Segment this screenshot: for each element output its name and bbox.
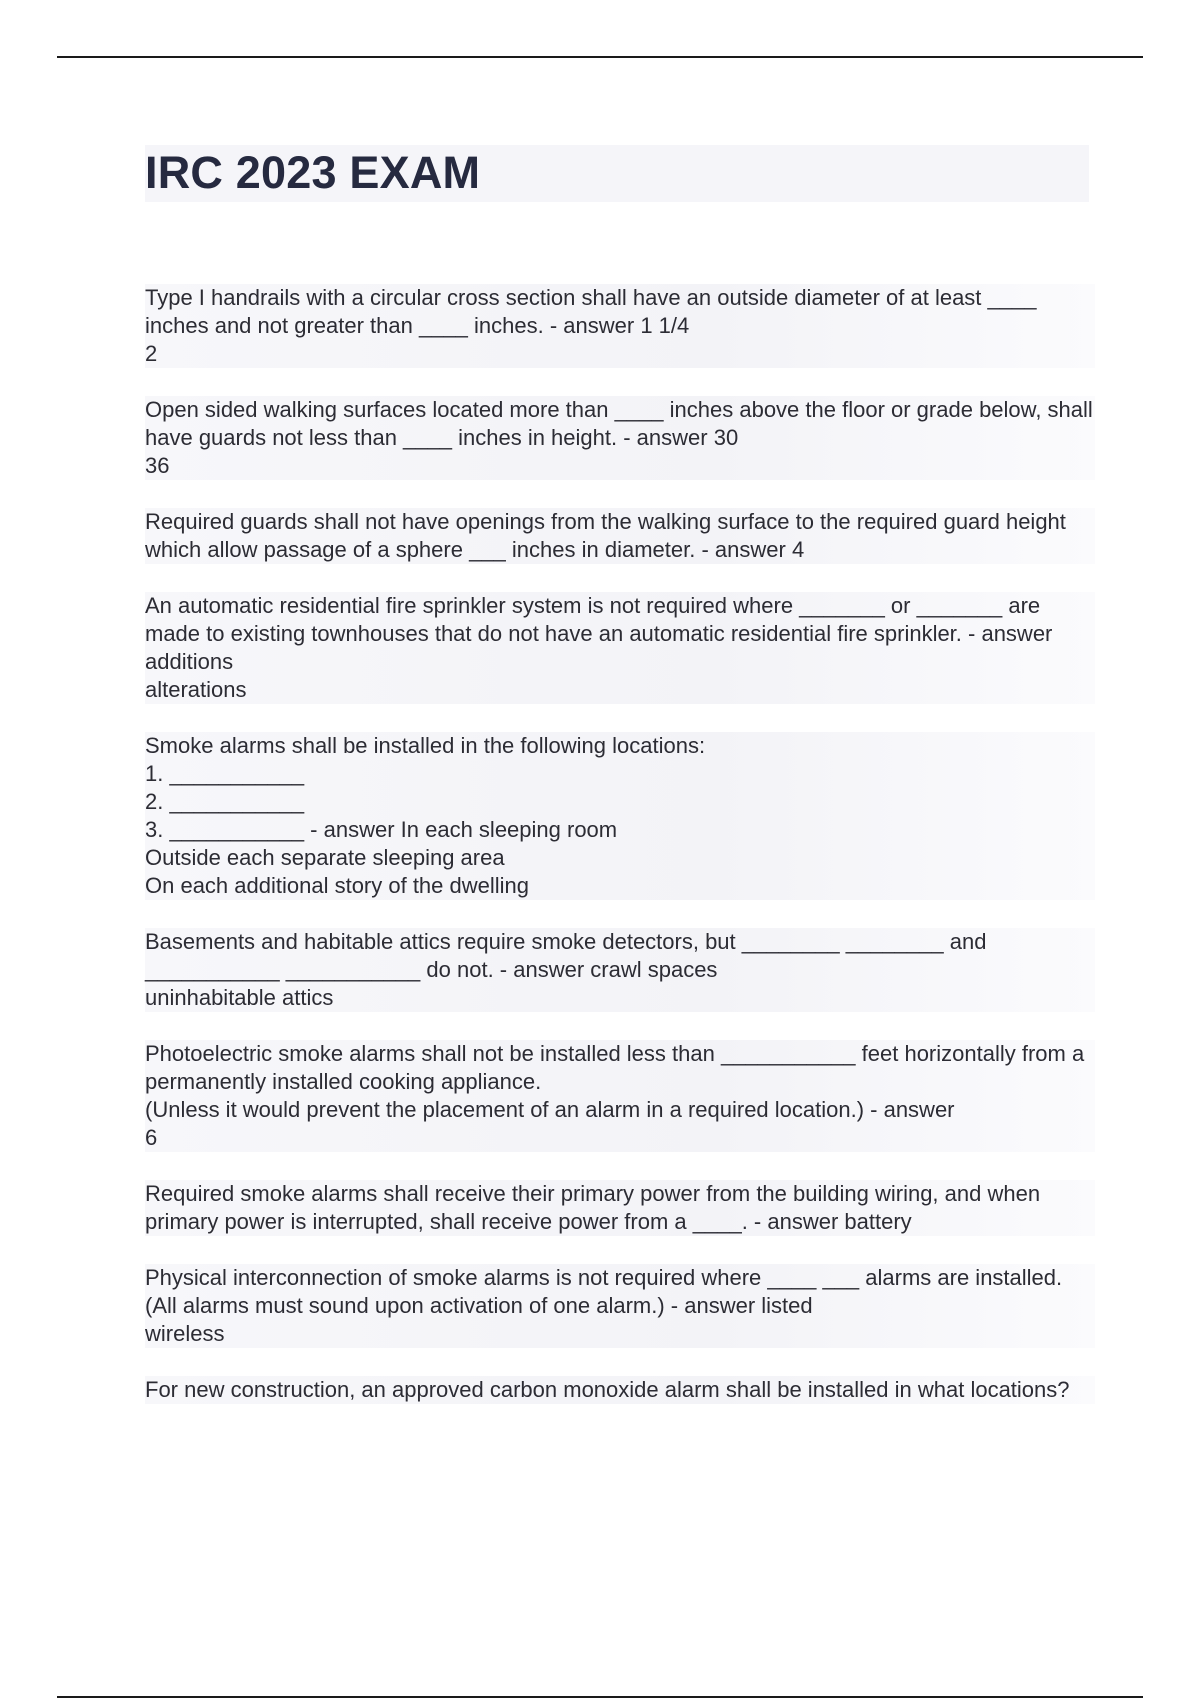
answer-text: additions alterations [145, 649, 247, 702]
question-text: Photoelectric smoke alarms shall not be installed less than ___________ feet horizontally from a permanently installed cooking appliance. (Unless it would prevent the placement of an alarm in a required location.) - answer [145, 1041, 1085, 1122]
answer-text: In each sleeping room Outside each separate sleeping area On each additional story of the dwelling [145, 817, 618, 898]
answer-text: battery [844, 1209, 912, 1234]
question-text: Basements and habitable attics require smoke detectors, but ________ ________ and ___________ ___________ do not. - answer [145, 929, 987, 982]
question-text: Required guards shall not have openings from the walking surface to the required guard height which allow passage of a sphere ___ inches in diameter. - answer [145, 509, 1066, 562]
answer-text: listed wireless [145, 1293, 813, 1346]
question-item [145, 1180, 1095, 1236]
question-text: Smoke alarms shall be installed in the following locations: 1. ___________ 2. ___________ 3. ___________ - answer [145, 733, 706, 842]
top-rule [57, 56, 1143, 58]
question-text: Required smoke alarms shall receive their primary power from the building wiring, and when primary power is interrupted, shall receive power from a ____. - answer [145, 1181, 1041, 1234]
question-text: Open sided walking surfaces located more than ____ inches above the floor or grade below, shall have guards not less than ____ inches in height. - answer [145, 397, 1093, 450]
answer-text: 6 [145, 1125, 158, 1150]
question-item [145, 592, 1095, 704]
question-item [145, 508, 1095, 564]
answer-text: crawl spaces uninhabitable attics [145, 957, 718, 1010]
question-item [145, 1376, 1095, 1404]
question-item [145, 732, 1095, 900]
question-text: An automatic residential fire sprinkler system is not required where _______ or _______ are made to existing townhouses that do not have an automatic residential fire sprinkler. - answer [145, 593, 1053, 646]
question-item [145, 284, 1095, 368]
question-item [145, 1040, 1095, 1152]
question-item [145, 928, 1095, 1012]
bottom-rule [57, 1696, 1143, 1698]
question-text: Physical interconnection of smoke alarms is not required where ____ ___ alarms are installed. (All alarms must sound upon activation of one alarm.) - answer [145, 1265, 1063, 1318]
answer-text: 4 [791, 537, 805, 562]
answer-text: 30 36 [145, 425, 739, 478]
question-text: For new construction, an approved carbon monoxide alarm shall be installed in what locations? [145, 1377, 1070, 1402]
question-item [145, 1264, 1095, 1348]
answer-text: 1 1/4 2 [145, 313, 690, 366]
question-item [145, 396, 1095, 480]
question-list [145, 284, 1095, 1432]
page-title: IRC 2023 EXAM [145, 147, 481, 198]
question-text: Type I handrails with a circular cross section shall have an outside diameter of at least ____ inches and not greater than ____ inches. - answer [145, 285, 1037, 338]
